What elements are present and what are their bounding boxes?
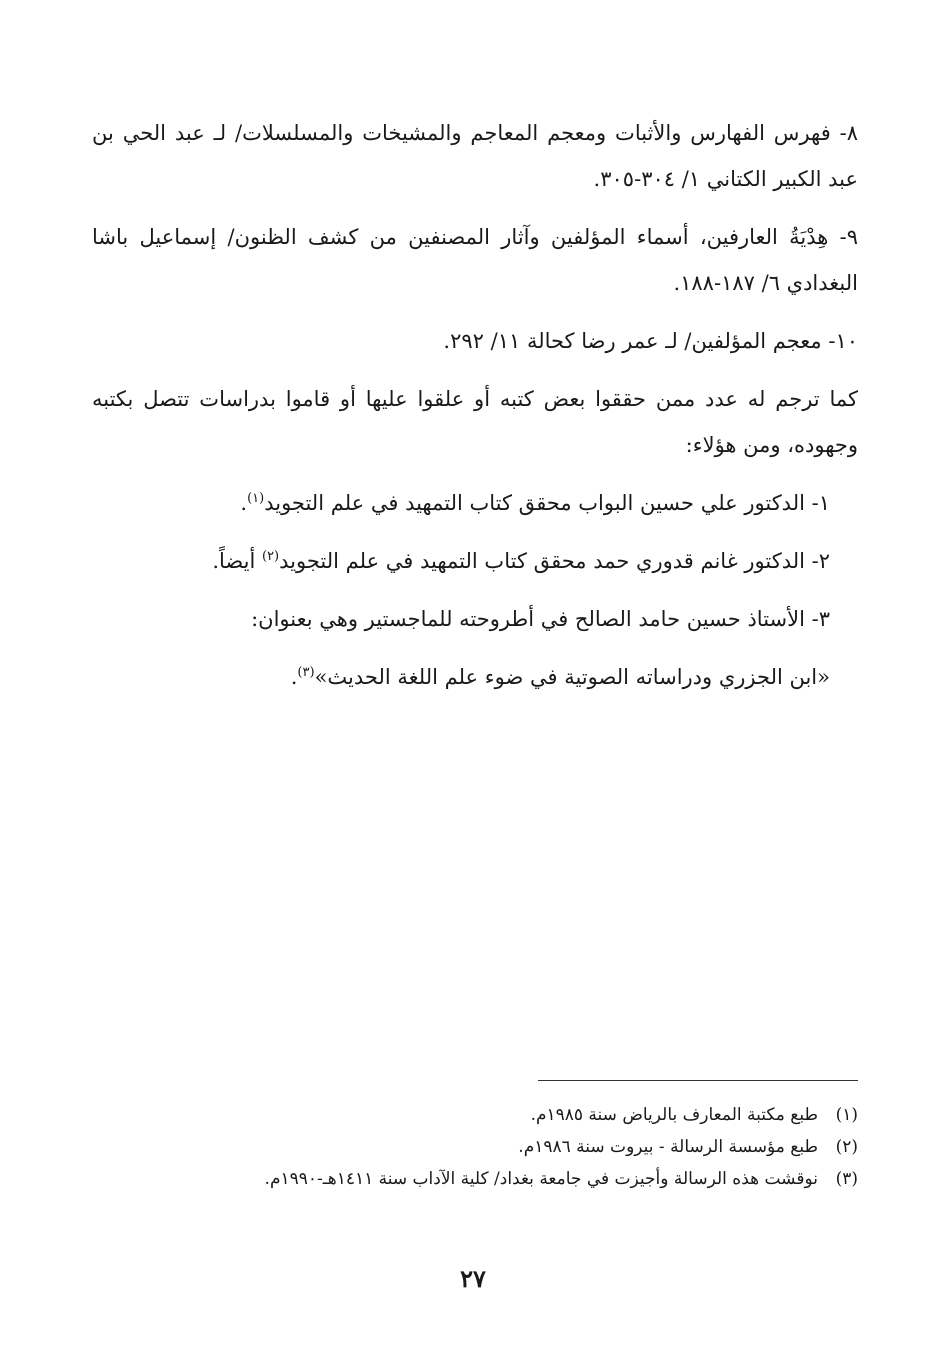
- footnote-text: طبع مؤسسة الرسالة - بيروت سنة ١٩٨٦م.: [518, 1137, 818, 1157]
- list-item-tail: أيضاً.: [212, 549, 262, 573]
- list-item: [92, 480, 830, 526]
- list-item-text: ٢- الدكتور غانم قدوري حمد محقق كتاب التمهيد في علم التجويد: [279, 549, 830, 573]
- footnotes: [92, 1080, 858, 1195]
- footnote-number: (٢): [835, 1137, 858, 1157]
- footnote-ref: (٢): [261, 549, 280, 564]
- thesis-title-tail: .: [290, 665, 298, 689]
- footnote: [92, 1163, 858, 1195]
- list-item: [92, 596, 830, 642]
- reference-entry-9: ٩- هِدْيَةُ العارفين، أسماء المؤلفين وآثار المصنفين من كشف الظنون/ إسماعيل باشا البغدادي ٦/ ١٨٧-١٨٨.: [92, 225, 858, 295]
- reference-entry-8: ٨- فهرس الفهارس والأثبات ومعجم المعاجم والمشيخات والمسلسلات/ لـ عبد الحي بن عبد الكبير الكتاني ١/ ٣٠٤-٣٠٥.: [92, 121, 858, 191]
- reference-entry-10: ١٠- معجم المؤلفين/ لـ عمر رضا كحالة ١١/ ٢٩٢.: [443, 329, 858, 353]
- list-item-tail: .: [240, 491, 248, 515]
- footnote-divider: [538, 1080, 858, 1081]
- footnote-number: (١): [835, 1105, 858, 1125]
- footnote: [92, 1131, 858, 1163]
- thesis-title-text: «ابن الجزري ودراساته الصوتية في ضوء علم اللغة الحديث»: [314, 665, 830, 689]
- footnote-text: طبع مكتبة المعارف بالرياض سنة ١٩٨٥م.: [530, 1105, 818, 1125]
- footnote-text: نوقشت هذه الرسالة وأجيزت في جامعة بغداد/ كلية الآداب سنة ١٤١١هـ-١٩٩٠م.: [264, 1169, 818, 1189]
- thesis-title: [92, 654, 830, 700]
- page-number: ٢٧: [460, 1264, 486, 1293]
- footnote-number: (٣): [835, 1169, 858, 1189]
- footnote: [92, 1099, 858, 1131]
- list-item-text: ١- الدكتور علي حسين البواب محقق كتاب التمهيد في علم التجويد: [264, 491, 830, 515]
- researchers-list: [92, 480, 858, 700]
- footnote-ref: (٣): [297, 665, 315, 680]
- list-item: [92, 538, 830, 584]
- intro-paragraph: كما ترجم له عدد ممن حققوا بعض كتبه أو علقوا عليها أو قاموا بدراسات تتصل بكتبه وجهوده، ومن هؤلاء:: [92, 387, 858, 457]
- footnote-ref: (١): [247, 491, 265, 506]
- list-item-text: ٣- الأستاذ حسين حامد الصالح في أطروحته للماجستير وهي بعنوان:: [251, 607, 830, 631]
